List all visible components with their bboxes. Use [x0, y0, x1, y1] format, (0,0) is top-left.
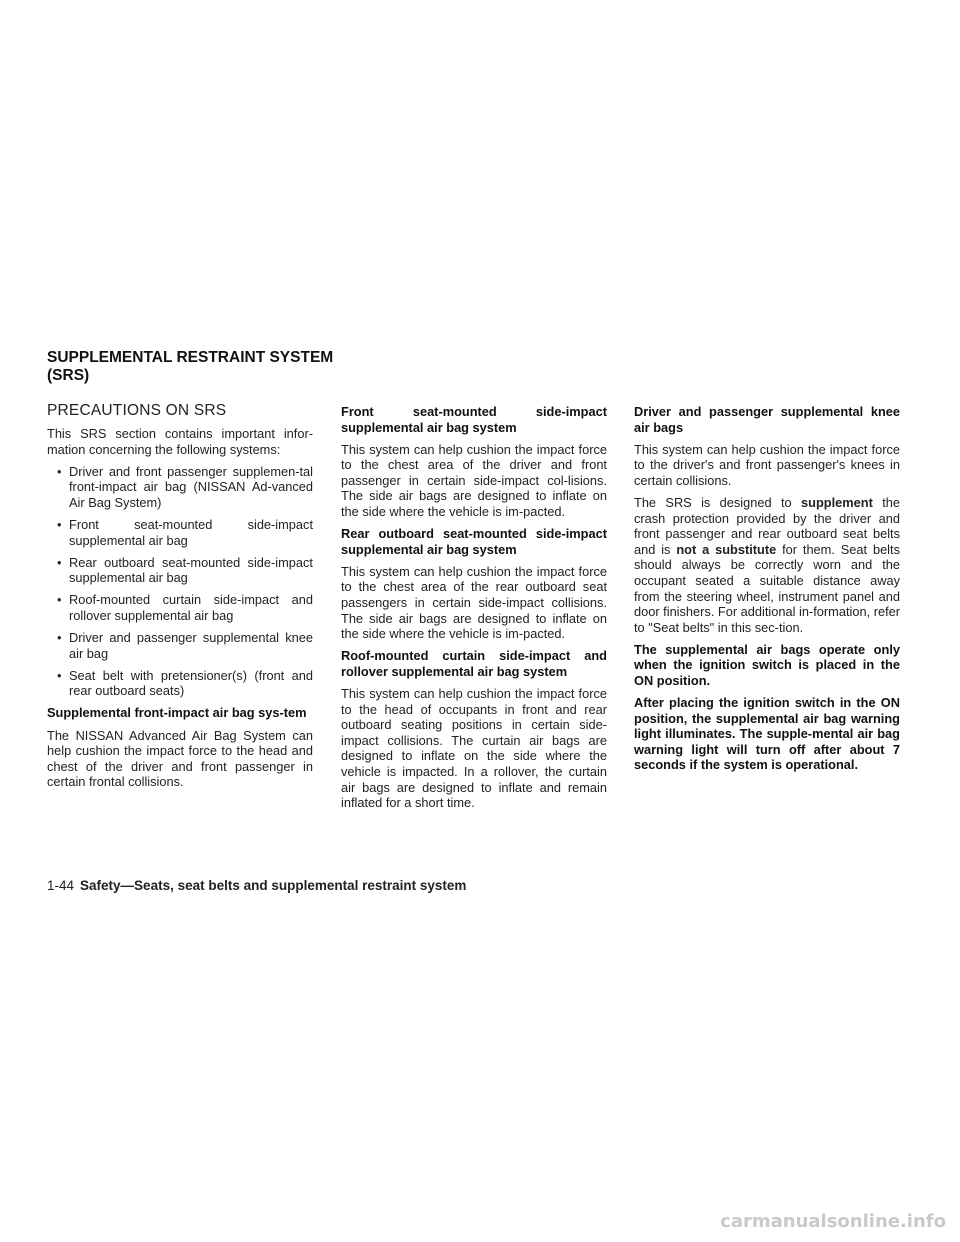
text-run: for them. Seat belts should always be correctly worn and the occupant seated a suitable distance away from the steering wheel, instrument panel and door finishers. For additional in-formation, refer to "Seat belts" in this sec-tion. [634, 541, 901, 635]
emphasis-supplement: supplement [801, 494, 873, 510]
list-item [47, 668, 313, 699]
sub-title: PRECAUTIONS ON SRS [47, 402, 227, 419]
list-item [47, 464, 313, 511]
column-1 [47, 402, 313, 796]
column-2 [341, 404, 607, 817]
text-run: The SRS is designed to [634, 494, 802, 510]
list-item [47, 630, 313, 661]
list-item [47, 555, 313, 586]
list-item-text: Driver and passenger supplemental knee air bag [69, 630, 313, 661]
page-number: 1-44 [47, 878, 75, 893]
list-item [47, 517, 313, 548]
intro-paragraph: This SRS section contains important infor-mation concerning the following systems: [47, 426, 313, 457]
body-paragraph [634, 495, 900, 635]
list-item-text: Rear outboard seat-mounted side-impact supplemental air bag [69, 554, 313, 586]
warning-paragraph: The supplemental air bags operate only when the ignition switch is placed in the ON position. [634, 641, 900, 688]
column-3 [634, 404, 900, 780]
emphasis-not-a-substitute: not a substitute [676, 541, 777, 557]
chapter-title: Safety—Seats, seat belts and supplemental restraint system [80, 878, 467, 893]
list-item-text: Roof-mounted curtain side-impact and rollover supplemental air bag [69, 592, 313, 623]
list-item-text: Seat belt with pretensioner(s) (front and rear outboard seats) [69, 667, 313, 699]
list-item-text: Driver and front passenger supplemen-tal front-impact air bag (NISSAN Ad-vanced Air Bag System) [69, 463, 313, 510]
bullet-icon: • [57, 554, 62, 570]
bullet-icon: • [57, 630, 62, 646]
body-paragraph: The NISSAN Advanced Air Bag System can help cushion the impact force to the head and chest of the driver and front passenger in certain frontal collisions. [47, 727, 313, 790]
warning-paragraph: After placing the ignition switch in the ON position, the supplemental air bag warning light illuminates. The supple-mental air bag warning light will turn off after about 7 seconds if the system is operational. [634, 695, 900, 773]
body-paragraph: This system can help cushion the impact force to the driver's and front passenger's knees in certain collisions. [634, 441, 900, 488]
body-paragraph: This system can help cushion the impact force to the chest area of the rear outboard seat passengers in certain side-impact collisions. The side air bags are designed to inflate on the side where the vehicle is im-pacted. [341, 563, 607, 642]
subsection-heading: Driver and passenger supplemental knee air bags [634, 404, 900, 435]
list-item-text: Front seat-mounted side-impact supplemental air bag [69, 516, 313, 548]
subsection-heading: Front seat-mounted side-impact supplemental air bag system [341, 404, 607, 435]
body-paragraph: This system can help cushion the impact force to the head of occupants in front and rear outboard seating positions in certain side-impact collisions. The curtain air bags are designed to inflate on the side where the vehicle is impacted. In a rollover, the curtain air bags are designed to inflate and remain inflated for a short time. [341, 686, 607, 811]
section-title: SUPPLEMENTAL RESTRAINT SYSTEM (SRS) [47, 349, 334, 384]
subsection-heading: Rear outboard seat-mounted side-impact supplemental air bag system [341, 526, 607, 557]
page-footer [47, 878, 466, 894]
subsection-heading: Roof-mounted curtain side-impact and rollover supplemental air bag system [341, 648, 607, 679]
bullet-icon: • [57, 463, 62, 479]
bullet-icon: • [57, 667, 62, 683]
subsection-heading: Supplemental front-impact air bag sys-tem [47, 705, 307, 721]
text-run: the crash protection provided by the driver and front passenger and rear outboard seat belts and is [634, 494, 900, 557]
bullet-icon: • [57, 516, 62, 532]
list-item [47, 592, 313, 623]
body-paragraph: This system can help cushion the impact force to the chest area of the driver and front passenger in certain side-impact col-lisions. The side air bags are designed to inflate on the side where the vehicle is im-pacted. [341, 441, 607, 520]
watermark: carmanualsonline.info [720, 1211, 946, 1232]
bullet-icon: • [57, 592, 62, 608]
systems-list [47, 464, 313, 699]
